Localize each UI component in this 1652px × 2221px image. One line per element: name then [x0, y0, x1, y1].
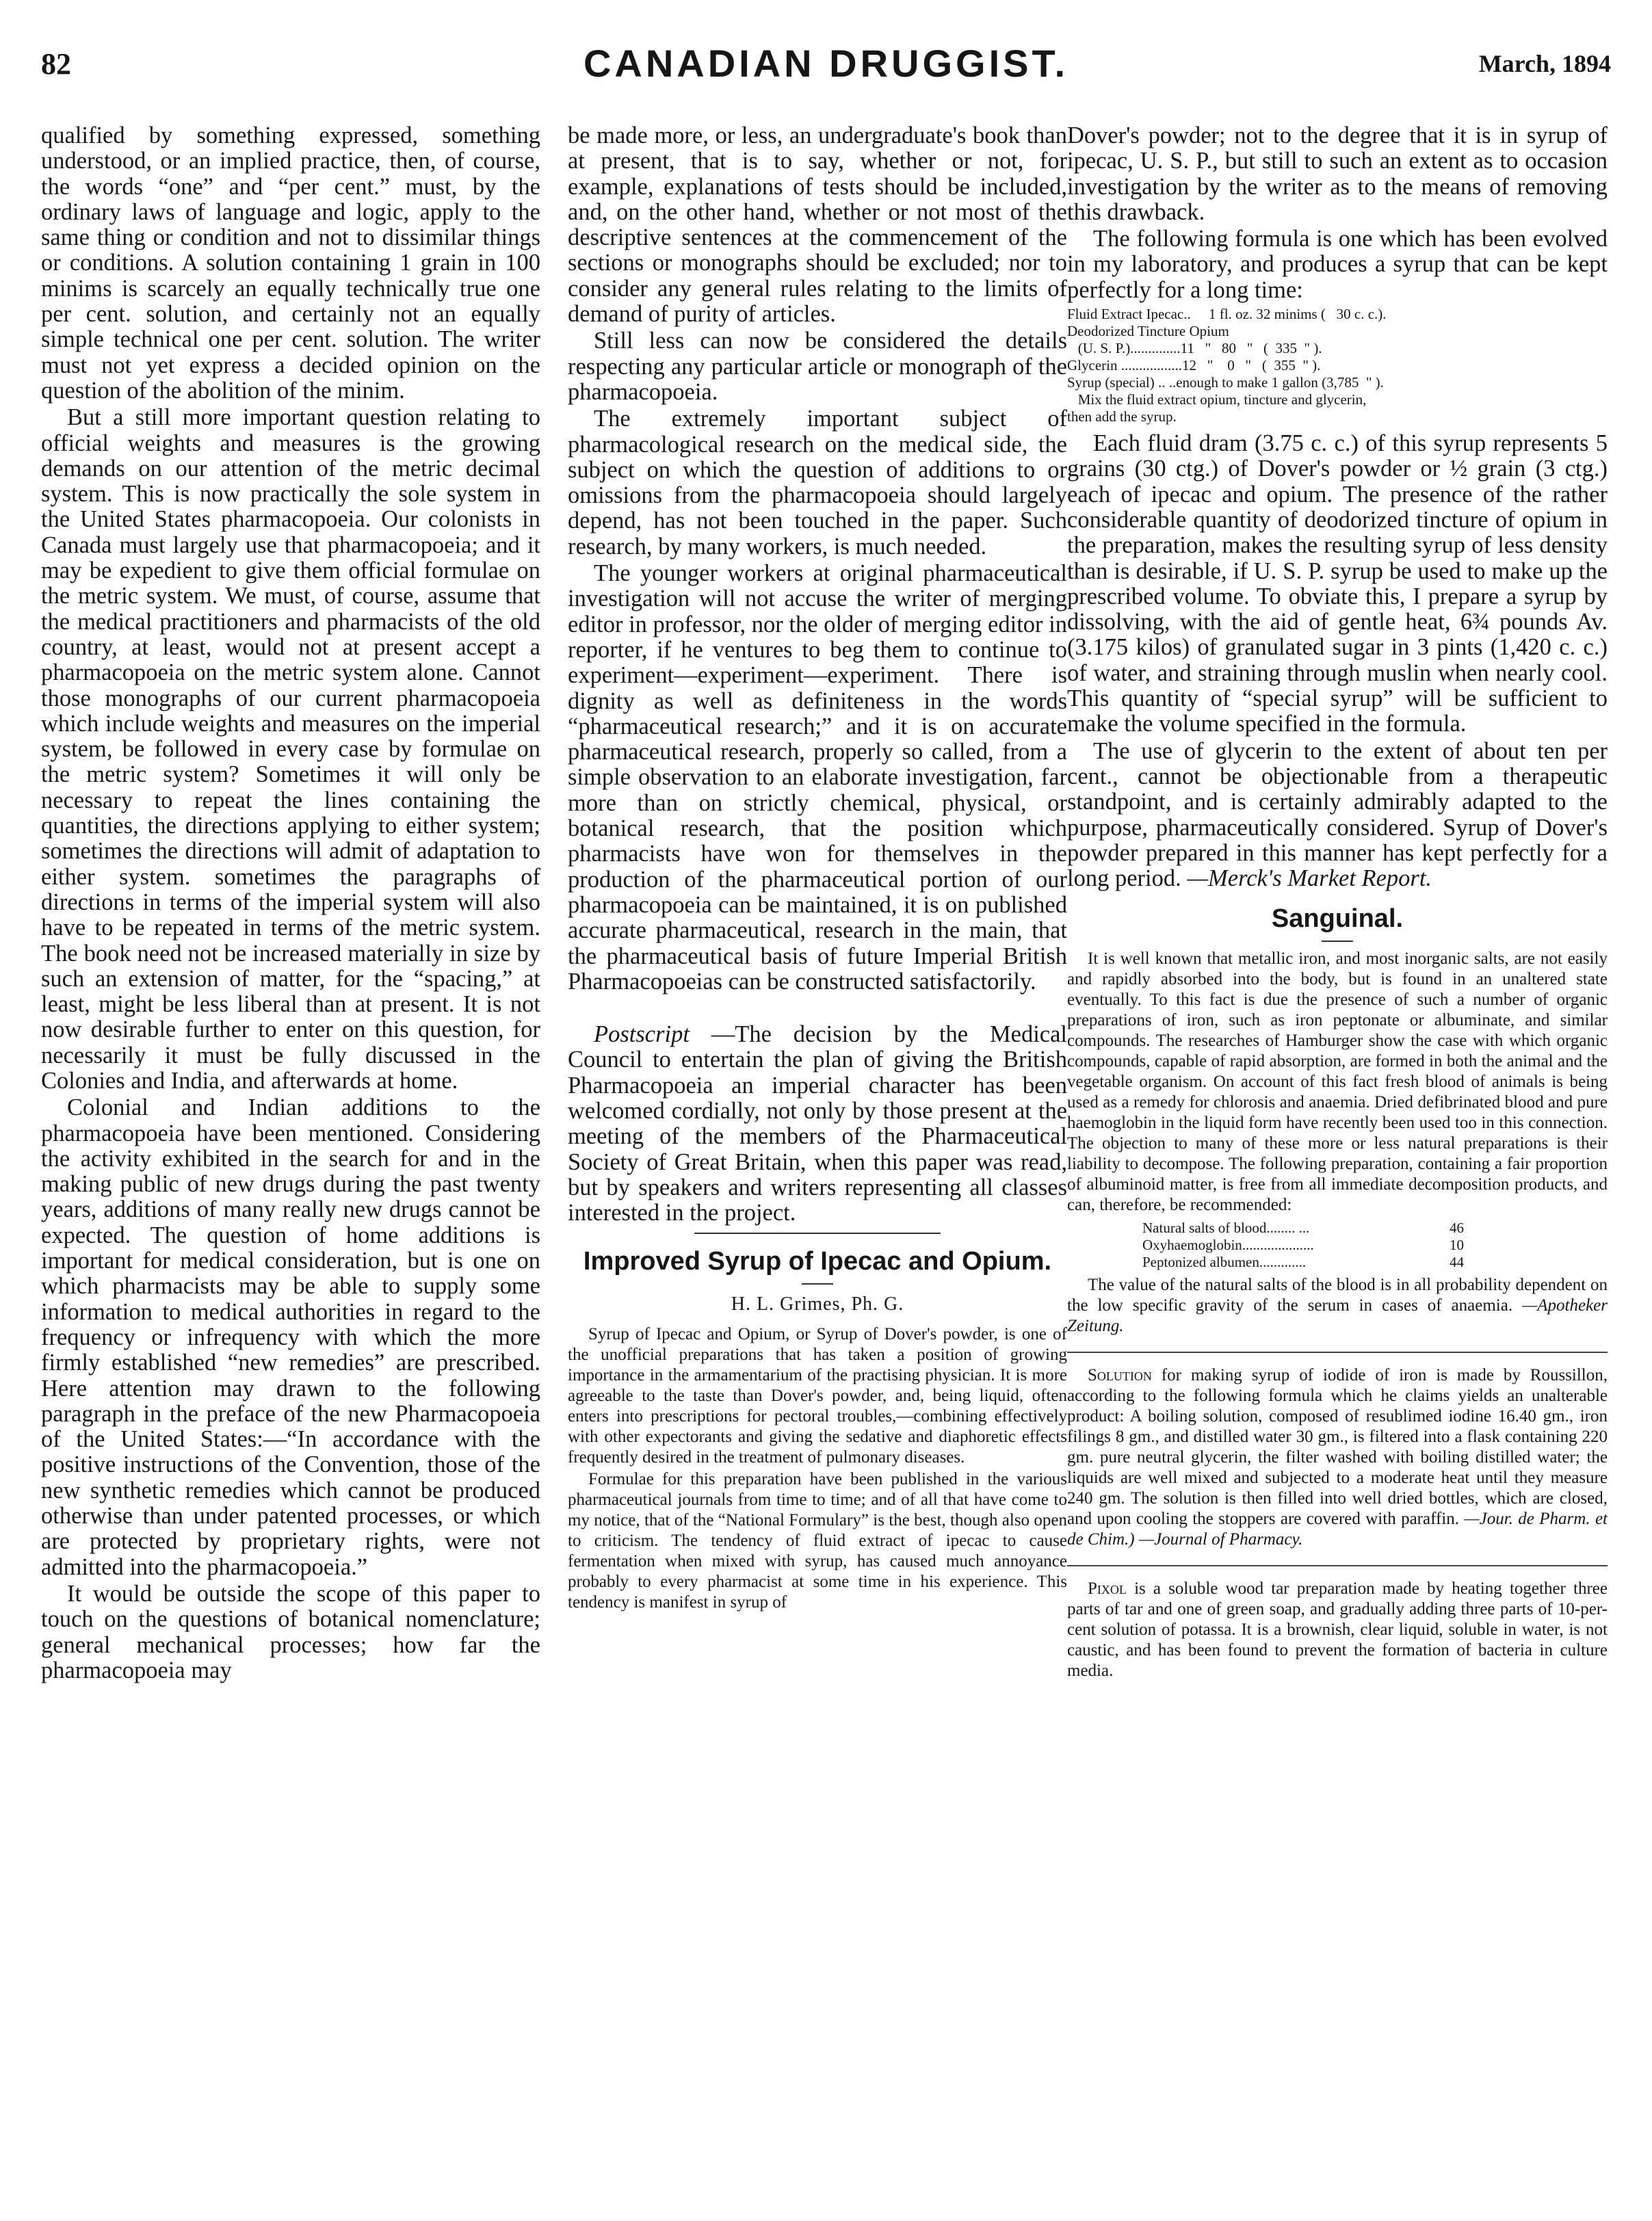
paragraph: The following formula is one which has been evolved in my laboratory, and produces a syrup that can be kept perfectly for a long time:: [1067, 226, 1608, 303]
article-heading: Sanguinal.: [1271, 904, 1404, 934]
ingredient-value: 46: [1450, 1220, 1464, 1237]
formula-line: (U. S. P.)..............11 " 80 " ( 335 " ).: [1067, 340, 1322, 357]
column-1: [41, 123, 540, 1685]
paragraph-text: The use of glycerin to the extent of about ten per cent., cannot be objectionable from a therapeutic standpoint, and is certainly admirably adapted to the purpose, pharmaceutically considered. Syrup of Dover's powder prepared in this manner has kept perfectly for a long period.: [1067, 737, 1608, 892]
ingredient-value: 10: [1450, 1237, 1464, 1254]
formula-line: then add the syrup.: [1067, 408, 1177, 425]
paragraph: qualified by something expressed, something understood, or an implied practice, then, of course, the words “one” and “per cent.” must, by the ordinary laws of language and logic, apply to the same thing or condition and not to dissimilar things or conditions. A solution containing 1 grain in 100 minims is scarcely an equally technically true one per cent. solution, and certainly not an equally simple technical one per cent. solution. The writer must not yet express a decided opinion on the question of the abolition of the minim.: [41, 122, 540, 404]
divider: [1322, 941, 1353, 942]
composition-table: [1142, 1220, 1608, 1271]
masthead: CANADIAN DRUGGIST.: [583, 42, 1069, 85]
postscript-label: Postscript: [594, 1021, 690, 1048]
column-2: [568, 123, 1067, 1614]
source-credit: —Merck's Market Report.: [1187, 865, 1432, 892]
article-body: [1067, 949, 1608, 1681]
paragraph: be made more, or less, an undergraduate's book than at present, that is to say, whether or not, for example, explanations of tests should be included, and, on the other hand, whether or not most of the descriptive sentences at the commencement of the sections or monographs should be excluded; nor to consider any general rules relating to the limits of demand of purity of articles.: [568, 122, 1067, 328]
page-number: 82: [41, 47, 71, 81]
paragraph: The extremely important subject of pharmacological research on the medical side, the subject on which the question of additions to or omissions from the pharmacopoeia should largely depend, has not been touched in the paper. Such research, by many workers, is much needed.: [568, 406, 1067, 560]
paragraph: Still less can now be considered the details respecting any particular article or monograph of the pharmacopoeia.: [568, 328, 1067, 405]
page-header: [41, 41, 1611, 89]
paragraph-text: is a soluble wood tar preparation made by heating together three parts of tar and one of green soap, and gradually adding three parts of 10-per-cent solution of potassa. It is a brownish, clear liquid, soluble in water, is not caustic, and has been found to prevent the formation of bacteria in culture media.: [1067, 1579, 1608, 1681]
ingredient-name: Peptonized albumen.............: [1142, 1254, 1307, 1271]
paragraph: [1067, 1275, 1608, 1337]
formula-line: Syrup (special) .. ..enough to make 1 gallon (3,785 " ).: [1067, 374, 1384, 391]
paragraph: But a still more important question relating to official weights and measures is the growing demands on our attention of the metric decimal system. This is now practically the sole system in the United States pharmacopoeia. Our colonists in Canada must largely use that pharmacopoeia; and it may be expedient to give them official formulae on the metric system. We must, of course, assume that the medical practitioners and pharmacists of the old country, at least, would not at present accept a pharmacopoeia on the metric system alone. Cannot those monographs of our current pharmacopoeia which include weights and measures on the imperial system, be followed in every case by formulae on the metric system? Sometimes it will only be necessary to repeat the lines containing the quantities, the directions applying to either system; sometimes the directions will admit of adaptation to either system. sometimes the paragraphs of directions in terms of the imperial system will also have to be repeated in terms of the metric system. The book need not be increased materially in size by such an extension of matter, for the “spacing,” at least, might be less liberal than at present. It is not now desirable further to enter on this question, for necessarily it must be fully discussed in the Colonies and India, and afterwards at home.: [41, 404, 540, 1094]
column-3: [1067, 123, 1608, 1683]
paragraph: It would be outside the scope of this paper to touch on the questions of botanical nomenclature; general mechanical processes; how far the pharmacopoeia may: [41, 1580, 540, 1683]
paragraph: Formulae for this preparation have been published in the various pharmaceutical journals from time to time; and of all that have come to my notice, that of the “National Formulary” is the best, though also open to criticism. The tendency of fluid extract of ipecac to cause fermentation when mixed with syrup, has caused much annoyance probably to every pharmacist at some time in his experience. This tendency is manifest in syrup of: [568, 1469, 1067, 1612]
paragraph: [1067, 1365, 1608, 1550]
ingredient-name: Natural salts of blood........ ...: [1142, 1220, 1310, 1237]
paragraph: The younger workers at original pharmaceutical investigation will not accuse the writer of merging editor in professor, nor the older of merging editor in reporter, if he ventures to beg them to continue to experiment—experiment—experiment. There is dignity as well as definiteness in the words “pharmaceutical research;” and it is on accurate pharmaceutical research, properly so called, from a simple observation to an elaborate investigation, far more than on strictly chemical, physical, or botanical research, that the position which pharmacists have won for themselves in the production of the pharmaceutical portion of our pharmacopoeia can be maintained, it is on published accurate pharmaceutical, research in the main, that the pharmaceutical basis of future Imperial British Pharmacopoeias can be constructed satisfactorily.: [568, 560, 1067, 995]
paragraph: [1067, 739, 1608, 892]
article-heading: Improved Syrup of Ipecac and Opium.: [583, 1247, 1052, 1276]
source-credit: —Apotheker Zeitung.: [1067, 1296, 1608, 1336]
paragraph-text: The value of the natural salts of the blood is in all probability dependent on the low specific gravity of the serum in cases of anaemia.: [1067, 1276, 1608, 1315]
paragraph: Colonial and Indian additions to the pharmacopoeia have been mentioned. Considering the activity exhibited in the search for and in the making public of new drugs during the past twenty years, additions of many really new drugs cannot be expected. The question of home additions is important for medical consideration, but is one on which pharmacists may be able to supply some information to medical authorities in regard to the frequency or infrequency with which the more firmly established “new remedies” are prescribed. Here attention may drawn to the following paragraph in the preface of the new Pharmacopoeia of the United States:—“In accordance with the positive instructions of the Convention, those of the new synthetic remedies which cannot be produced otherwise than under patented processes, or which are protected by proprietary rights, were not admitted into the pharmacopoeia.”: [41, 1094, 540, 1580]
formula-line: Glycerin .................12 " 0 " ( 355 " ).: [1067, 357, 1321, 374]
postscript-paragraph: [568, 1022, 1067, 1226]
byline: H. L. Grimes, Ph. G.: [731, 1293, 904, 1315]
table-row: [1142, 1220, 1464, 1237]
divider: [1067, 1565, 1608, 1566]
source-credit: —Jour. de Pharm. et de Chim.) —Journal of Pharmacy.: [1067, 1510, 1608, 1549]
table-row: [1142, 1237, 1464, 1254]
paragraph-text: for making syrup of iodide of iron is made by Roussillon, according to the following formula which he claims yields an unalterable product: A boiling solution, composed of resublimed iodine 16.40 gm., iron filings 8 gm., and distilled water 30 gm., is filtered into a flask containing 220 gm. pure neutral glycerin, the filter washed with boiling distilled water; the liquids are well mixed and subjected to a moderate heat until they measure 240 gm. The solution is then filled into well dried bottles, which are closed, and upon cooling the stoppers are covered with paraffin.: [1067, 1366, 1608, 1529]
paragraph: Dover's powder; not to the degree that it is in syrup of ipecac, U. S. P., but still to such an extent as to occasion investigation by the writer as to the means of removing this drawback.: [1067, 122, 1608, 225]
divider: [802, 1283, 833, 1285]
article-body: [568, 1324, 1067, 1613]
paragraph: Syrup of Ipecac and Opium, or Syrup of Dover's powder, is one of the unofficial preparations that has taken a position of growing importance in the armamentarium of the practising physician. It is more agreeable to the taste than Dover's powder, and, being liquid, often enters into prescriptions for pectoral troubles,—combining effectively with other expectorants and giving the sedative and diaphoretic effects frequently desired in the treatment of pulmonary diseases.: [568, 1324, 1067, 1467]
lead-word: Solution: [1088, 1366, 1152, 1385]
formula-line: Mix the fluid extract opium, tincture and glycerin,: [1067, 391, 1367, 408]
divider: [694, 1233, 941, 1234]
paragraph: Each fluid dram (3.75 c. c.) of this syrup represents 5 grains (30 ctg.) of Dover's powder or ½ grain (3 ctg.) each of ipecac and opium. The presence of the rather considerable quantity of deodorized tincture of opium in the preparation, makes the resulting syrup of less density than is desirable, if U. S. P. syrup be used to make up the prescribed volume. To obviate this, I prepare a syrup by dissolving, with the aid of gentle heat, 6¾ pounds Av. (3.175 kilos) of granulated sugar in 3 pints (1,420 c. c.) of water, and straining through muslin when nearly cool. This quantity of “special syrup” will be sufficient to make the volume specified in the formula.: [1067, 430, 1608, 737]
issue-date: March, 1894: [1478, 50, 1611, 77]
ingredient-name: Oxyhaemoglobin....................: [1142, 1237, 1314, 1254]
postscript-text: —The decision by the Medical Council to entertain the plan of giving the British Pharmacopoeia an imperial character has been welcomed cordially, not only by those present at the meeting of the members of the Pharmaceutical Society of Great Britain, when this paper was read, but by speakers and writers representing all classes interested in the project.: [568, 1021, 1067, 1226]
formula-block: [1067, 306, 1608, 425]
formula-line: Fluid Extract Ipecac.. 1 fl. oz. 32 minims ( 30 c. c.).: [1067, 306, 1387, 323]
formula-line: Deodorized Tincture Opium: [1067, 323, 1229, 340]
paragraph: [1067, 1579, 1608, 1681]
ingredient-value: 44: [1450, 1254, 1464, 1271]
lead-word: Pixol: [1088, 1579, 1127, 1599]
paragraph: It is well known that metallic iron, and most inorganic salts, are not easily and rapidly absorbed into the body, but is found in an unaltered state eventually. To this fact is due the presence of such a number of organic preparations of iron, such as iron peptonate or albuminate, and similar compounds. The researches of Hamburger show the case with which organic compounds, capable of rapid absorption, are formed in both the animal and the vegetable organism. On account of this fact fresh blood of animals is being used as a remedy for chlorosis and anaemia. Dried defibrinated blood and pure haemoglobin in the liquid form have recently been used too in this connection. The objection to many of these more or less natural preparations is their liability to decompose. The following preparation, containing a fair proportion of albuminoid matter, is free from all immediate decomposition products, and can, therefore, be recommended:: [1067, 949, 1608, 1215]
table-row: [1142, 1254, 1464, 1271]
divider: [1067, 1352, 1608, 1353]
